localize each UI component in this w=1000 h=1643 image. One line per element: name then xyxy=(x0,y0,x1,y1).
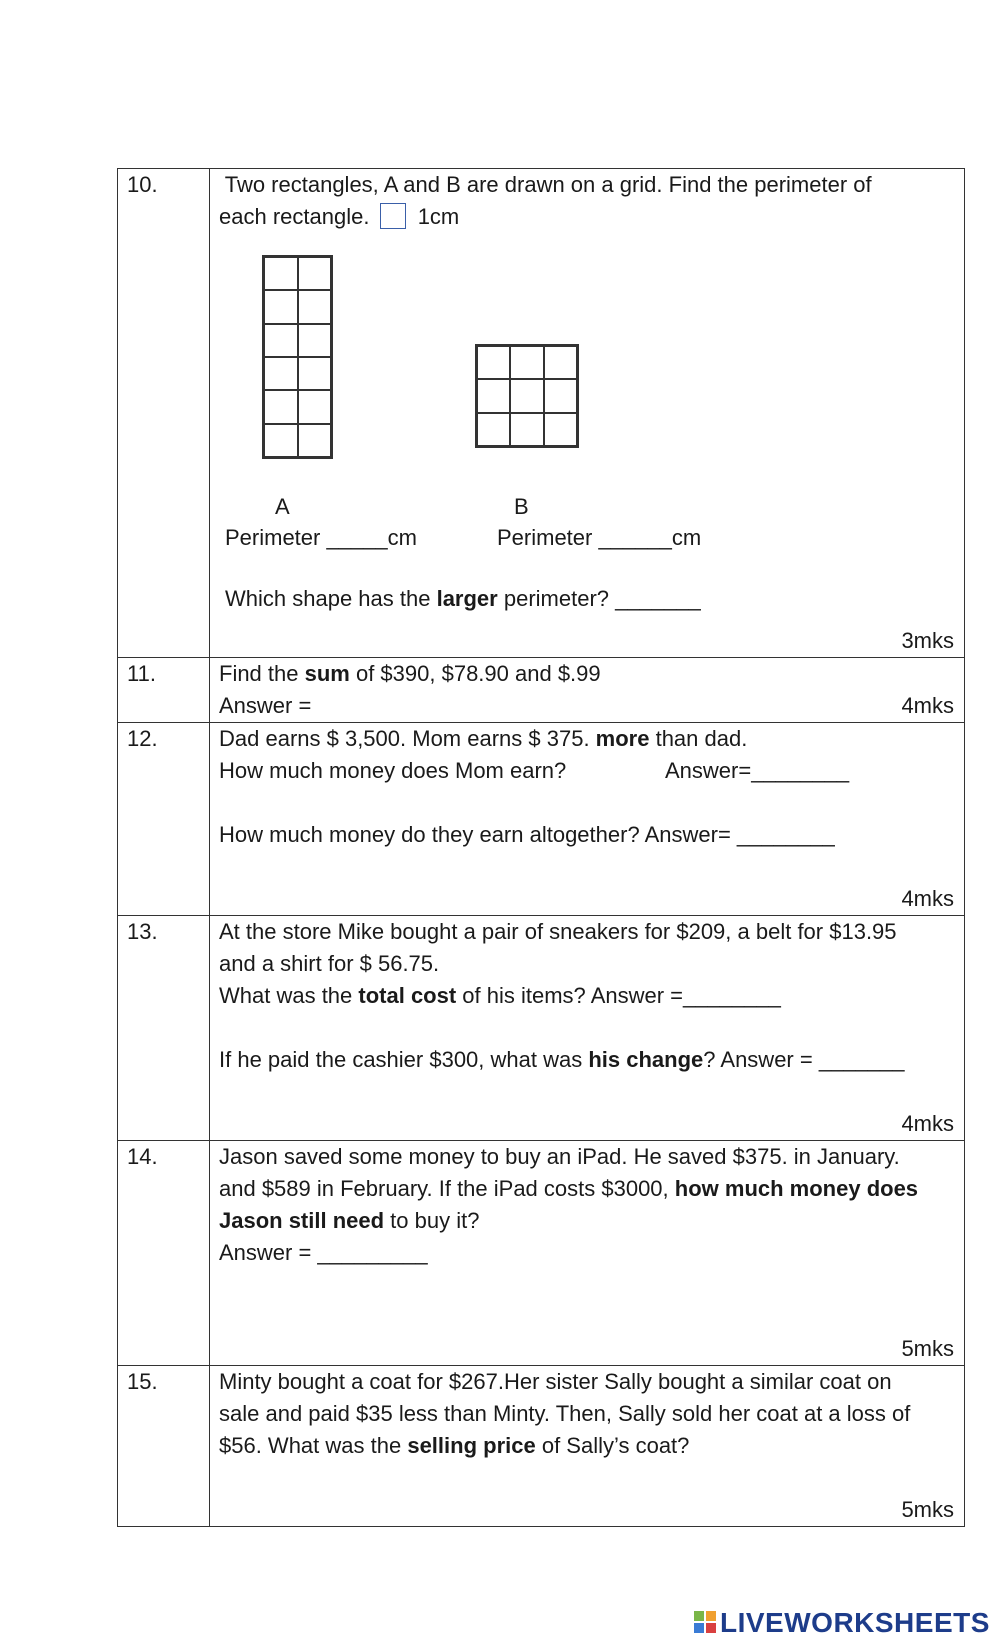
question-row-10 xyxy=(118,169,965,658)
question-text: Two rectangles, A and B are drawn on a grid. Find the perimeter of xyxy=(219,172,872,197)
marks-label: 3mks xyxy=(901,628,954,653)
question-text-part: $56. What was the xyxy=(219,1433,408,1458)
grid-cell xyxy=(264,324,298,357)
answer-field[interactable]: ? Answer = _______ xyxy=(703,1047,905,1072)
grid-cell xyxy=(298,390,332,423)
grid-cell xyxy=(544,413,577,446)
question-content xyxy=(210,916,965,1141)
question-text-line2 xyxy=(219,755,954,787)
question-content xyxy=(210,1366,965,1527)
question-bold-text: sum xyxy=(304,661,350,686)
label-a: A xyxy=(275,494,290,519)
grid-cell xyxy=(510,413,543,446)
question-number: 11. xyxy=(118,658,210,723)
answer-field[interactable]: Answer = _________ xyxy=(219,1240,428,1265)
question-text xyxy=(219,658,954,690)
grid-cell xyxy=(298,324,332,357)
question-text: Jason saved some money to buy an iPad. He saved $375. in January. xyxy=(219,1144,900,1169)
question-row-13 xyxy=(118,916,965,1141)
perimeter-b-field[interactable]: Perimeter ______cm xyxy=(497,525,702,550)
grid-cell xyxy=(477,379,510,412)
question-bold-text: selling price xyxy=(407,1433,536,1458)
question-bold-text: his change xyxy=(588,1047,704,1072)
grid-cell xyxy=(544,346,577,379)
question-text xyxy=(219,723,954,755)
marks-label: 4mks xyxy=(901,886,954,911)
question-bold-text: Jason still need xyxy=(219,1208,385,1233)
question-content xyxy=(210,723,965,916)
question-row-12 xyxy=(118,723,965,916)
question-number: 13. xyxy=(118,916,210,1141)
logo-square xyxy=(706,1623,716,1633)
worksheet-table xyxy=(117,168,965,1527)
question-number: 12. xyxy=(118,723,210,916)
liveworksheets-logo[interactable] xyxy=(694,1608,990,1638)
grid-cell xyxy=(264,290,298,323)
question-row-11 xyxy=(118,658,965,723)
answer-field[interactable]: perimeter? _______ xyxy=(497,586,701,611)
question-content xyxy=(210,658,965,723)
change-question xyxy=(219,1044,954,1076)
question-text-line3 xyxy=(219,1205,954,1237)
rectangle-b-grid xyxy=(475,344,579,448)
question-text-line3 xyxy=(219,1430,954,1462)
question-text-part: How much money does Mom earn? xyxy=(219,758,567,783)
question-row-15 xyxy=(118,1366,965,1527)
marks-label: 5mks xyxy=(901,1497,954,1522)
label-b: B xyxy=(514,494,529,519)
question-number: 10. xyxy=(118,169,210,658)
question-text-line2 xyxy=(219,201,954,233)
question-bold-text: larger xyxy=(436,586,498,611)
question-text-line2 xyxy=(219,1173,954,1205)
question-number: 14. xyxy=(118,1141,210,1366)
logo-square xyxy=(694,1623,704,1633)
answer-line xyxy=(219,690,954,722)
question-bold-text: total cost xyxy=(358,983,457,1008)
grid-cell xyxy=(264,390,298,423)
marks-label: 5mks xyxy=(901,1336,954,1361)
question-text-part: of Sally’s coat? xyxy=(535,1433,690,1458)
liveworksheets-logo-icon xyxy=(694,1611,718,1635)
question-text-part: What was the xyxy=(219,983,359,1008)
grid-cell xyxy=(298,290,332,323)
answer-field[interactable]: Answer = xyxy=(219,693,312,718)
question-row-14 xyxy=(118,1141,965,1366)
grid-cell xyxy=(298,357,332,390)
question-number: 15. xyxy=(118,1366,210,1527)
question-text-part: and $589 in February. If the iPad costs $3000, xyxy=(219,1176,675,1201)
question-content xyxy=(210,1141,965,1366)
question-text-part: to buy it? xyxy=(384,1208,480,1233)
grid-cell xyxy=(298,424,332,457)
question-text: At the store Mike bought a pair of sneakers for $209, a belt for $13.95 xyxy=(219,919,897,944)
question-text-part: than dad. xyxy=(649,726,748,751)
logo-square xyxy=(706,1611,716,1621)
question-bold-text: more xyxy=(595,726,650,751)
logo-square xyxy=(694,1611,704,1621)
question-text-part: If he paid the cashier $300, what was xyxy=(219,1047,589,1072)
grid-cell xyxy=(510,379,543,412)
question-text-part: Find the xyxy=(219,661,305,686)
grid-cell xyxy=(264,257,298,290)
answer-field[interactable]: How much money do they earn altogether? Answer= ________ xyxy=(219,822,835,847)
question-text: Minty bought a coat for $267.Her sister Sally bought a similar coat on xyxy=(219,1369,892,1394)
question-text-part: Dad earns $ 3,500. Mom earns $ 375. xyxy=(219,726,596,751)
answer-field[interactable]: of his items? Answer =________ xyxy=(456,983,781,1008)
grid-cell xyxy=(298,257,332,290)
grid-cell xyxy=(477,346,510,379)
grid-cell xyxy=(477,413,510,446)
unit-square-icon xyxy=(380,203,406,229)
logo-text: LIVEWORKSHEETS xyxy=(720,1607,990,1638)
total-cost-question xyxy=(219,980,954,1012)
question-content xyxy=(210,169,965,658)
grid-area xyxy=(219,233,954,625)
question-bold-text: how much money does xyxy=(674,1176,919,1201)
grid-cell xyxy=(544,379,577,412)
grid-cell xyxy=(510,346,543,379)
marks-label: 4mks xyxy=(901,693,954,718)
question-text-part: each rectangle. xyxy=(219,204,370,229)
question-text-part: of $390, $78.90 and $.99 xyxy=(349,661,601,686)
grid-cell xyxy=(264,424,298,457)
perimeter-a-field[interactable]: Perimeter _____cm xyxy=(225,525,417,550)
larger-perimeter-question xyxy=(225,583,701,615)
question-text-part: Which shape has the xyxy=(225,586,437,611)
marks-label: 4mks xyxy=(901,1111,954,1136)
grid-cell xyxy=(264,357,298,390)
question-text-line2: and a shirt for $ 56.75. xyxy=(219,951,440,976)
unit-label: 1cm xyxy=(417,204,460,229)
answer-field[interactable]: Answer=________ xyxy=(665,758,850,783)
rectangle-a-grid xyxy=(262,255,333,459)
question-text-line2: sale and paid $35 less than Minty. Then, Sally sold her coat at a loss of xyxy=(219,1401,911,1426)
